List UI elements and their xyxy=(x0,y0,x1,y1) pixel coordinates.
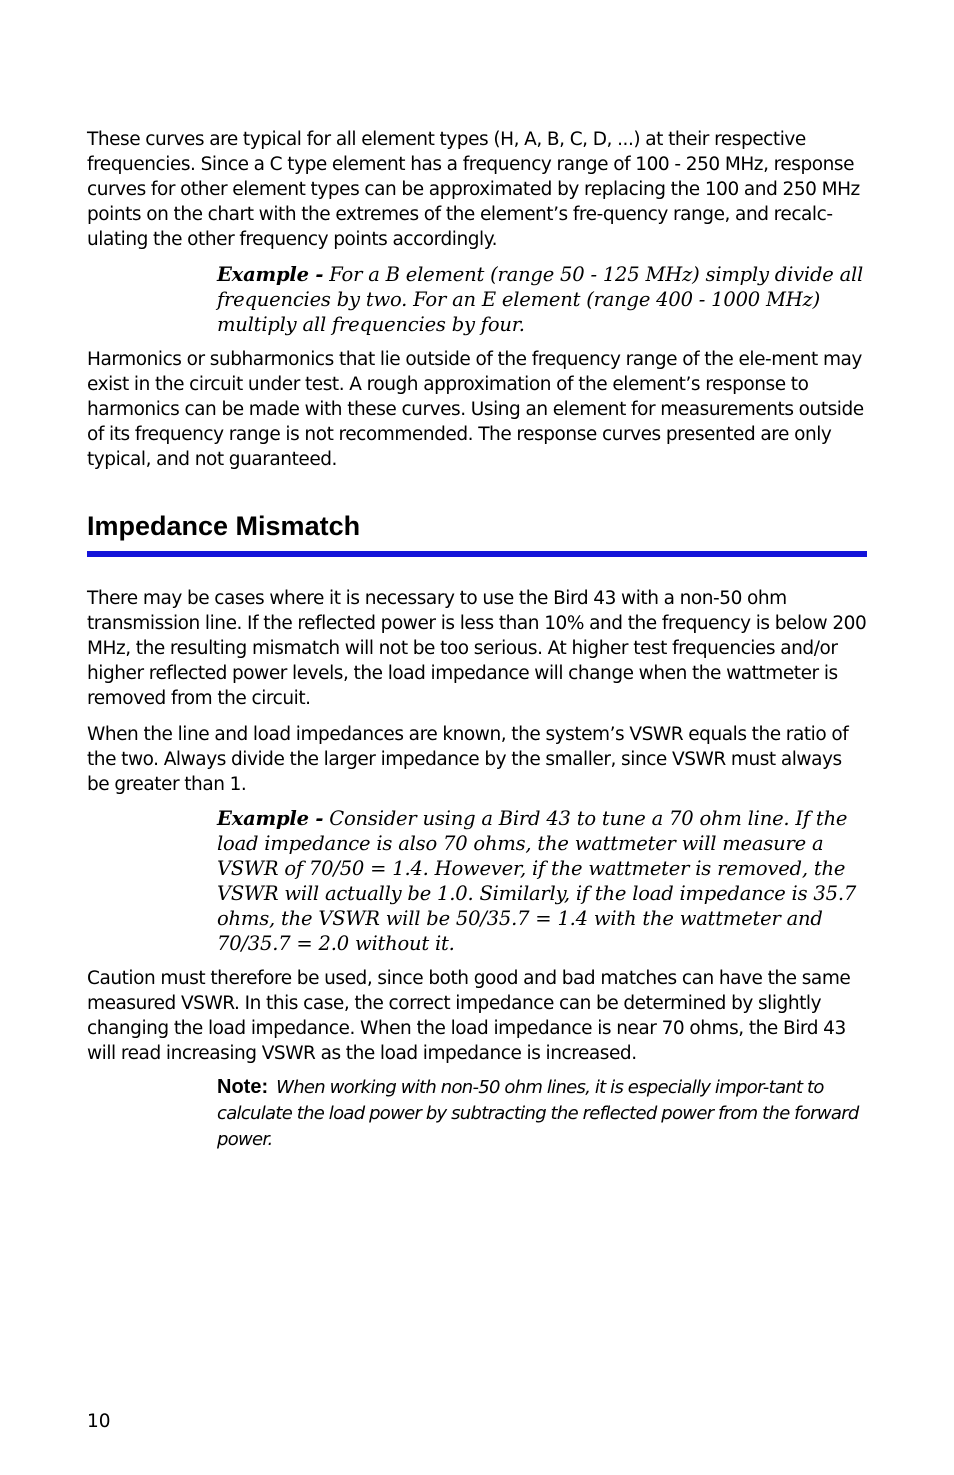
page-content xyxy=(87,127,867,1171)
caution-paragraph: Caution must therefore be used, since both good and bad matches can have the same measured VSWR. In this case, the correct impedance can be determined by slightly changing the load impedance. When the load impedance is near 70 ohms, the Bird 43 will read increasing VSWR as the load impedance is increased. xyxy=(87,968,851,1064)
example-block-vswr xyxy=(217,806,867,956)
page-number: 10 xyxy=(87,1411,111,1432)
section-title: Impedance Mismatch xyxy=(87,511,361,541)
example-label: Example - xyxy=(217,807,324,830)
example-text: Consider using a Bird 43 to tune a 70 ohm line. If the load impedance is also 70 ohms, the wattmeter will measure a VSWR of 70/50 = 1.4. However, if the wattmeter is removed, the VSWR will actually be 1.0. Similarly, if the load impedance is 35.7 ohms, the VSWR will be 50/35.7 = 1.4 with the wattmeter and 70/35.7 = 2.0 without it. xyxy=(217,807,857,955)
mismatch-paragraph-2: When the line and load impedances are known, the system’s VSWR equals the ratio of the two. Always divide the larger impedance by the smaller, since VSWR must always be greater than 1. xyxy=(87,724,849,795)
example-block-frequency xyxy=(217,262,867,337)
intro-paragraph: These curves are typical for all element types (H, A, B, C, D, ...) at their respective frequencies. Since a C type element has a frequency range of 100 - 250 MHz, response curves for other element types can be approximated by replacing the 100 and 250 MHz points on the chart with the extremes of the element’s fre-quency range, and recalc-ulating the other frequency points accordingly. xyxy=(87,129,860,250)
harmonics-paragraph: Harmonics or subharmonics that lie outside of the frequency range of the ele-ment may exist in the circuit under test. A rough approximation of the element’s response to harmonics can be made with these curves. Using an element for measurements outside of its frequency range is not recommended. The response curves presented are only typical, and not guaranteed. xyxy=(87,349,864,470)
example-label: Example - xyxy=(217,263,324,286)
note-block xyxy=(217,1074,867,1153)
section-rule xyxy=(87,551,867,557)
mismatch-paragraph-1: There may be cases where it is necessary to use the Bird 43 with a non-50 ohm transmission line. If the reflected power is less than 10% and the frequency is below 200 MHz, the resulting mismatch will not be too serious. At higher test frequencies and/or higher reflected power levels, the load impedance will change when the wattmeter is removed from the circuit. xyxy=(87,588,867,709)
example-text: For a B element (range 50 - 125 MHz) simply divide all frequencies by two. For an E element (range 400 - 1000 MHz) multiply all frequencies by four. xyxy=(217,263,864,336)
note-text: When working with non-50 ohm lines, it is especially impor-tant to calculate the load power by subtracting the reflected power from the forward power. xyxy=(217,1077,859,1150)
note-label: Note: xyxy=(217,1076,269,1098)
